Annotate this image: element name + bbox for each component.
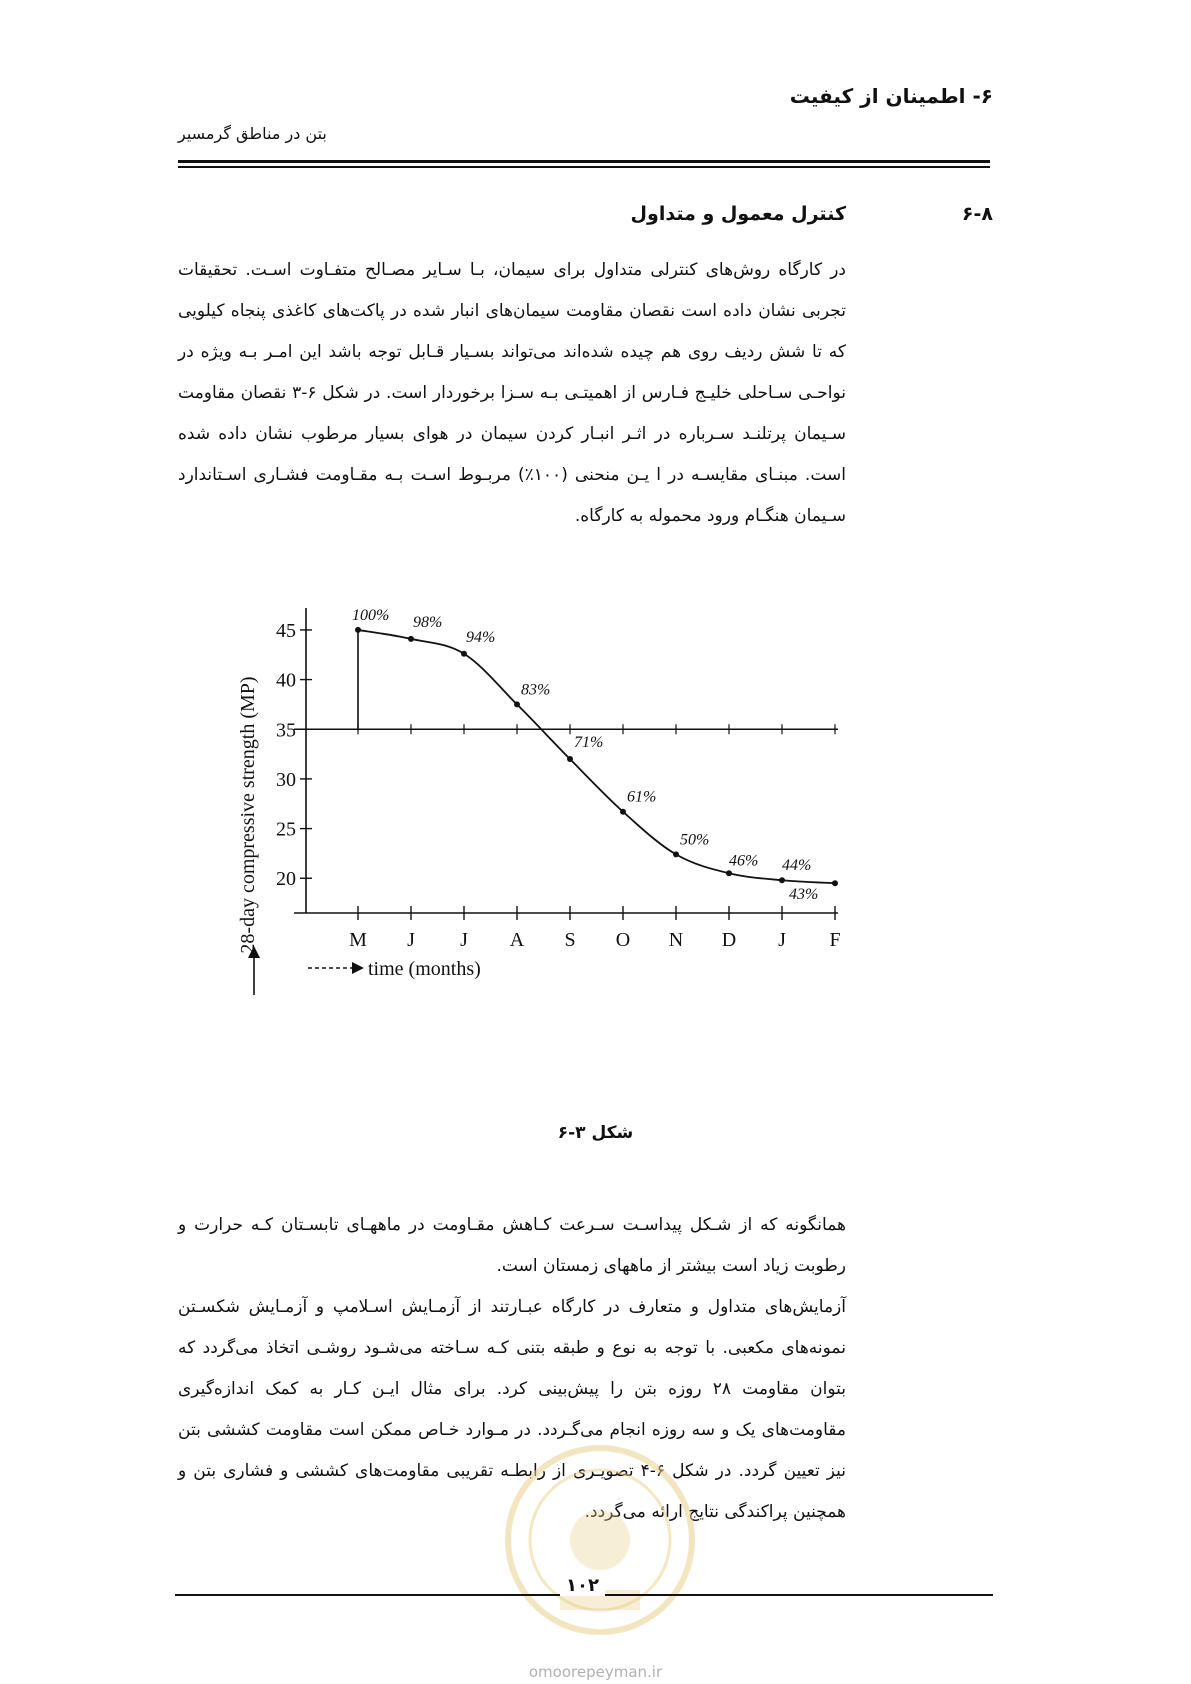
data-label: 44%	[782, 857, 812, 875]
chart-axes	[248, 608, 841, 995]
y-axis-label: 28-day compressive strength (MP)	[237, 676, 259, 954]
y-tick-label: 20	[276, 868, 296, 891]
x-arrow-head	[352, 962, 364, 974]
data-label: 98%	[413, 613, 443, 631]
y-tick-label: 30	[276, 768, 296, 791]
site-watermark: omoorepeyman.ir	[528, 1663, 663, 1681]
chapter-title: ۶- اطمینان از کیفیت	[789, 84, 993, 108]
x-tick-label: A	[509, 929, 525, 951]
header-rule-thin	[178, 166, 990, 168]
data-label: 46%	[729, 852, 759, 870]
data-point	[779, 877, 785, 883]
body-paragraph-1: همانگونه که از شـکل پیداسـت سـرعت کـاهش مقـاومت در ماههـای تابسـتان کـه حرارت و رطوبت زیاد است بیشتر از ماههای زمستان است.	[178, 1215, 846, 1276]
data-label: 71%	[574, 734, 604, 752]
x-tick-label: J	[407, 929, 415, 951]
x-tick-label: D	[721, 929, 737, 951]
seal-watermark-icon	[500, 1440, 700, 1650]
x-tick-label: J	[460, 929, 468, 951]
intro-paragraph: در کارگاه روش‌های کنترلی متداول برای سیمان، بـا سـایر مصـالح متفـاوت اسـت. تحقیقات تجربی نشان داده است نقصان مقاومت سیمان‌های انبار شده در پاکت‌های کاغذی پنجاه کیلویی که تا شش ردیف روی هم چیده شده‌اند می‌تواند بسـیار قـابل توجه باشد این امـر بـه ویژه در نواحـی سـاحلی خلیـج فـارس از اهمیتـی بـه سـزا برخوردار است. در شکل ۶-۳ نقصان مقاومت سـیمان پرتلنـد سـرباره در اثـر انبـار کردن سیمان در هوای بسیار مرطوب نشان داده شده است. مبنـای مقایسـه در ا یـن منحنی (۱۰۰٪) مربـوط اسـت بـه مقـاومت فشـاری اسـتاندارد سـیمان هنگـام ورود محموله به کارگاه.	[178, 260, 846, 526]
data-label: 94%	[466, 628, 496, 646]
data-point	[726, 870, 732, 876]
x-tick-label: M	[349, 929, 367, 951]
y-tick-label: 40	[276, 669, 296, 692]
y-tick-label: 45	[276, 619, 296, 642]
data-label: 61%	[627, 788, 657, 806]
data-point	[620, 809, 626, 815]
section-number: ۶-۸	[961, 203, 993, 225]
x-axis-label: time (months)	[368, 958, 481, 980]
data-point	[673, 851, 679, 857]
chart-labels	[352, 607, 818, 903]
data-point	[408, 636, 414, 642]
x-tick-label: O	[615, 929, 631, 951]
body-paragraph-2: آزمایش‌های متداول و متعارف در کارگاه عبـارتند از آزمـایش اسـلامپ و آزمـایش شکسـتن نمونه‌های مکعبی. با توجه به نوع و طبقه بتنی کـه سـاخته می‌شـود روشـی اتخاذ می‌گردد که بتوان مقاومت ۲۸ روزه بتن را پیش‌بینی کرد. برای مثال ایـن کـار به کمک اندازه‌گیری مقاومت‌های یک و سه روزه انجام می‌گـردد. در مـوارد خـاص ممکن است مقاومت کششی بتن نیز تعیین گردد. در شکل ۶-۴ تصویـری از رابطـه تقریبی مقاومت‌های کششی و فشاری بتن و همچنین پراکندگی نتایج ارائه می‌گردد.	[178, 1297, 846, 1522]
x-tick-label: N	[668, 929, 684, 951]
data-label: 50%	[680, 831, 710, 849]
y-tick-label: 25	[276, 818, 296, 841]
data-label: 83%	[521, 681, 551, 699]
data-point	[832, 880, 838, 886]
data-point	[567, 756, 573, 762]
header-rule-thick	[178, 160, 990, 163]
chart-ticks	[276, 620, 841, 951]
strength-loss-chart	[237, 606, 868, 1010]
section-title: کنترل معمول و متداول	[630, 203, 846, 225]
figure-caption: شکل ۳-۶	[557, 1123, 634, 1143]
chart-series	[355, 627, 838, 886]
page-number: ۱۰۲	[560, 1575, 605, 1596]
data-point	[355, 627, 361, 633]
data-label: 100%	[352, 606, 390, 624]
strength-curve	[358, 630, 835, 883]
data-label: 43%	[789, 886, 819, 904]
data-point	[461, 651, 467, 657]
x-tick-label: F	[829, 929, 841, 951]
book-title: بتن در مناطق گرمسیر	[178, 124, 327, 143]
data-point	[514, 701, 520, 707]
y-tick-label: 35	[276, 719, 296, 742]
x-tick-label: J	[778, 929, 786, 951]
x-tick-label: S	[564, 929, 576, 951]
